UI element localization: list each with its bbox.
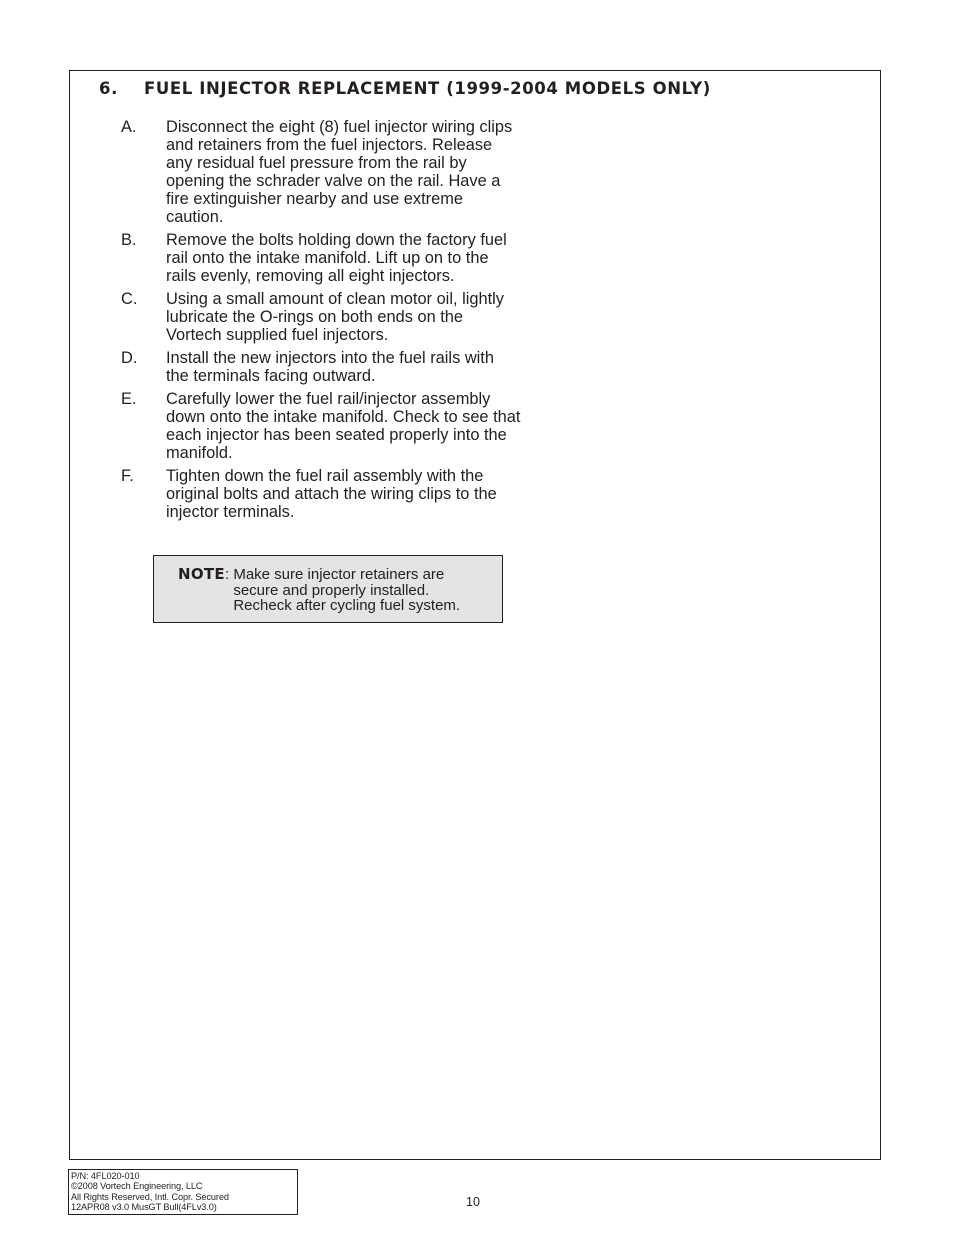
step-item — [121, 231, 541, 285]
copyright: ©2008 Vortech Engineering, LLC — [71, 1181, 203, 1192]
step-text: Install the new injectors into the fuel rails with the terminals facing outward. — [166, 349, 494, 385]
step-text: Using a small amount of clean motor oil, lightly lubricate the O-rings on both ends on the Vortech supplied fuel injectors. — [166, 290, 504, 344]
step-text: Remove the bolts holding down the factory fuel rail onto the intake manifold. Lift up on to the rails evenly, removing all eight injectors. — [166, 231, 507, 285]
section-title: FUEL INJECTOR REPLACEMENT (1999-2004 MODELS ONLY) — [144, 79, 711, 98]
step-item — [121, 290, 541, 344]
section-number: 6. — [99, 79, 118, 98]
step-item — [121, 390, 541, 462]
revision-code: 12APR08 v3.0 MusGT Bull(4FLv3.0) — [71, 1201, 217, 1212]
footer-info-box — [68, 1169, 298, 1215]
note-box — [153, 555, 503, 623]
section-heading — [99, 79, 711, 98]
step-letter: E. — [121, 390, 137, 408]
step-letter: F. — [121, 467, 134, 485]
step-letter: D. — [121, 349, 138, 367]
note-text: Make sure injector retainers are secure and properly installed. Recheck after cycling fuel system. — [233, 566, 461, 615]
step-item — [121, 349, 541, 385]
note-separator: : — [224, 566, 234, 583]
step-item — [121, 118, 541, 226]
step-item — [121, 467, 541, 521]
step-text: Carefully lower the fuel rail/injector assembly down onto the intake manifold. Check to see that each injector has been seated properly into the manifold. — [166, 390, 521, 462]
part-number: P/N: 4FL020-010 — [71, 1171, 140, 1181]
rights-notice: All Rights Reserved, Intl. Copr. Secured — [71, 1191, 229, 1202]
page-number: 10 — [466, 1195, 480, 1209]
step-letter: B. — [121, 231, 137, 249]
step-letter: A. — [121, 118, 137, 136]
step-letter: C. — [121, 290, 138, 308]
steps-list — [121, 118, 541, 521]
note-label-group — [178, 567, 233, 622]
note-label: NOTE — [178, 565, 225, 583]
step-text: Tighten down the fuel rail assembly with the original bolts and attach the wiring clips to the injector terminals. — [166, 467, 497, 521]
step-text: Disconnect the eight (8) fuel injector wiring clips and retainers from the fuel injectors. Release any residual fuel pressure from the rail by opening the schrader valve on the rail. Have a fire extinguisher nearby and use extreme caution. — [166, 118, 513, 226]
